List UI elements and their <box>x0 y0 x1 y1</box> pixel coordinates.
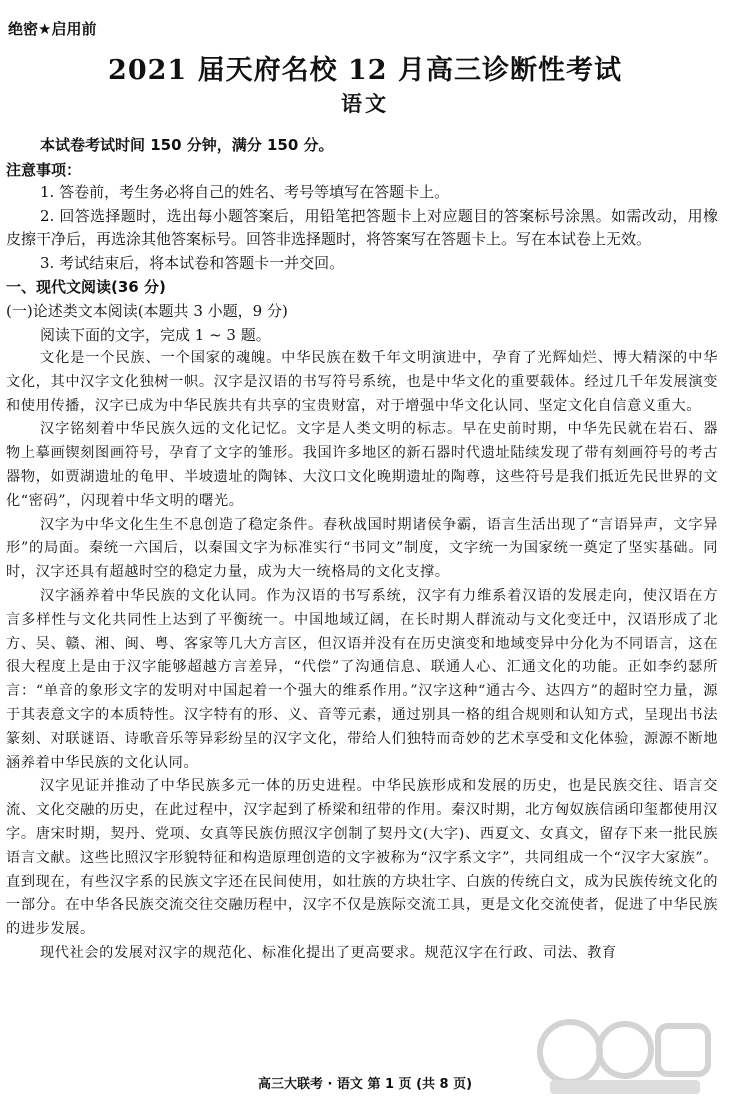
article-paragraph: 汉字见证并推动了中华民族多元一体的历史进程。中华民族形成和发展的历史，也是民族交往、语言交流、文化交融的历史，在此过程中，汉字起到了桥梁和纽带的作用。秦汉时期，北方匈奴族信函印玺都使用汉字。唐宋时期，契丹、党项、女真等民族仿照汉字创制了契丹文(大字)、西夏文、女真文，留存下来一批民族语言文献。这些比照汉字形貌特征和构造原理创造的文字被称为“汉字系文字”，共同组成一个“汉字大家族”。直到现在，有些汉字系的民族文字还在民间使用，如壮族的方块壮字、白族的传统白文，成为民族传统文化的一部分。在中华各民族交流交往交融历程中，汉字不仅是族际交流工具，更是文化交流使者，促进了中华民族的进步发展。 <box>6 778 718 938</box>
document-body <box>6 128 718 966</box>
exam-title: 2021 届天府名校 12 月高三诊断性考试 <box>108 55 622 86</box>
page-footer: 高三大联考 · 语文 第 1 页 (共 8 页) <box>257 1077 473 1092</box>
subsection-heading: (一)论述类文本阅读(本题共 3 小题，9 分) <box>6 302 288 320</box>
article-paragraph: 汉字为中华文化生生不息创造了稳定条件。春秋战国时期诸侯争霸，语言生活出现了“言语异声，文字异形”的局面。秦统一六国后，以秦国文字为标准实行“书同文”制度，文字统一为国家统一奠定了坚实基础。同时，汉字还具有超越时空的稳定力量，成为大一统格局的文化支撑。 <box>6 516 718 581</box>
notice-item: 1. 答卷前，考生务必将自己的姓名、考号等填写在答题卡上。 <box>40 183 450 201</box>
notice-item: 3. 考试结束后，将本试卷和答题卡一并交回。 <box>40 253 345 272</box>
notice-heading: 注意事项： <box>6 161 82 179</box>
article-paragraph: 汉字铭刻着中华民族久远的文化记忆。文字是人类文明的标志。早在史前时期，中华先民就在岩石、器物上摹画锲刻图画符号，孕育了文字的雏形。我国许多地区的新石器时代遗址陆续发现了带有刻画符号的考古器物，如贾湖遗址的龟甲、半坡遗址的陶钵、大汶口文化晚期遗址的陶尊，这些符号是我们抵近先民世界的文化“密码”，闪现着中华文明的曙光。 <box>6 421 718 509</box>
article-paragraph: 现代社会的发展对汉字的规范化、标准化提出了更高要求。规范汉字在行政、司法、教育 <box>40 944 617 961</box>
exam-info: 本试卷考试时间 150 分钟，满分 150 分。 <box>40 136 334 154</box>
confidential-mark: 绝密★启用前 <box>8 20 97 38</box>
section-heading: 一、现代文阅读(36 分) <box>6 278 166 296</box>
article-paragraph: 汉字涵养着中华民族的文化认同。作为汉语的书写系统，汉字有力维系着汉语的发展走向，使汉语在方言多样性与文化共同性上达到了平衡统一。中国地域辽阔，在长时期人群流动与文化变迁中，汉语形成了北方、吴、赣、湘、闽、粤、客家等几大方言区，但汉语并没有在历史演变和地域变异中分化为不同语言，这在很大程度上是由于汉字能够超越方言差异，“代偿”了沟通信息、联通人心、汇通文化的功能。正如李约瑟所言：“单音的象形文字的发明对中国起着一个强大的维系作用。”汉字这种“通古今、达四方”的超时空力量，源于其表意文字的本质特性。汉字特有的形、义、音等元素，通过别具一格的组合规则和认知方式，呈现出书法篆刻、对联谜语、诗歌音乐等异彩纷呈的汉字文化，带给人们独特而奇妙的艺术享受和文化体验，源源不断地涵养着中华民族的文化认同。 <box>6 587 718 771</box>
subject-title: 语文 <box>341 91 389 116</box>
notice-item: 2. 回答选择题时，选出每小题答案后，用铅笔把答题卡上对应题目的答案标号涂黑。如需改动，用橡皮擦干净后，再选涂其他答案标号。回答非选择题时，将答案写在答题卡上。写在本试卷上无效。 <box>6 206 718 248</box>
reading-instruction: 阅读下面的文字，完成 1 ~ 3 题。 <box>40 326 271 344</box>
article-paragraph: 文化是一个民族、一个国家的魂魄。中华民族在数千年文明演进中，孕育了光辉灿烂、博大精深的中华文化，其中汉字文化独树一帜。汉字是汉语的书写符号系统，也是中华文化的重要载体。经过几千年发展演变和使用传播，汉字已成为中华民族共有共享的宝贵财富，对于增强中华文化认同、坚定文化自信意义重大。 <box>6 350 718 414</box>
